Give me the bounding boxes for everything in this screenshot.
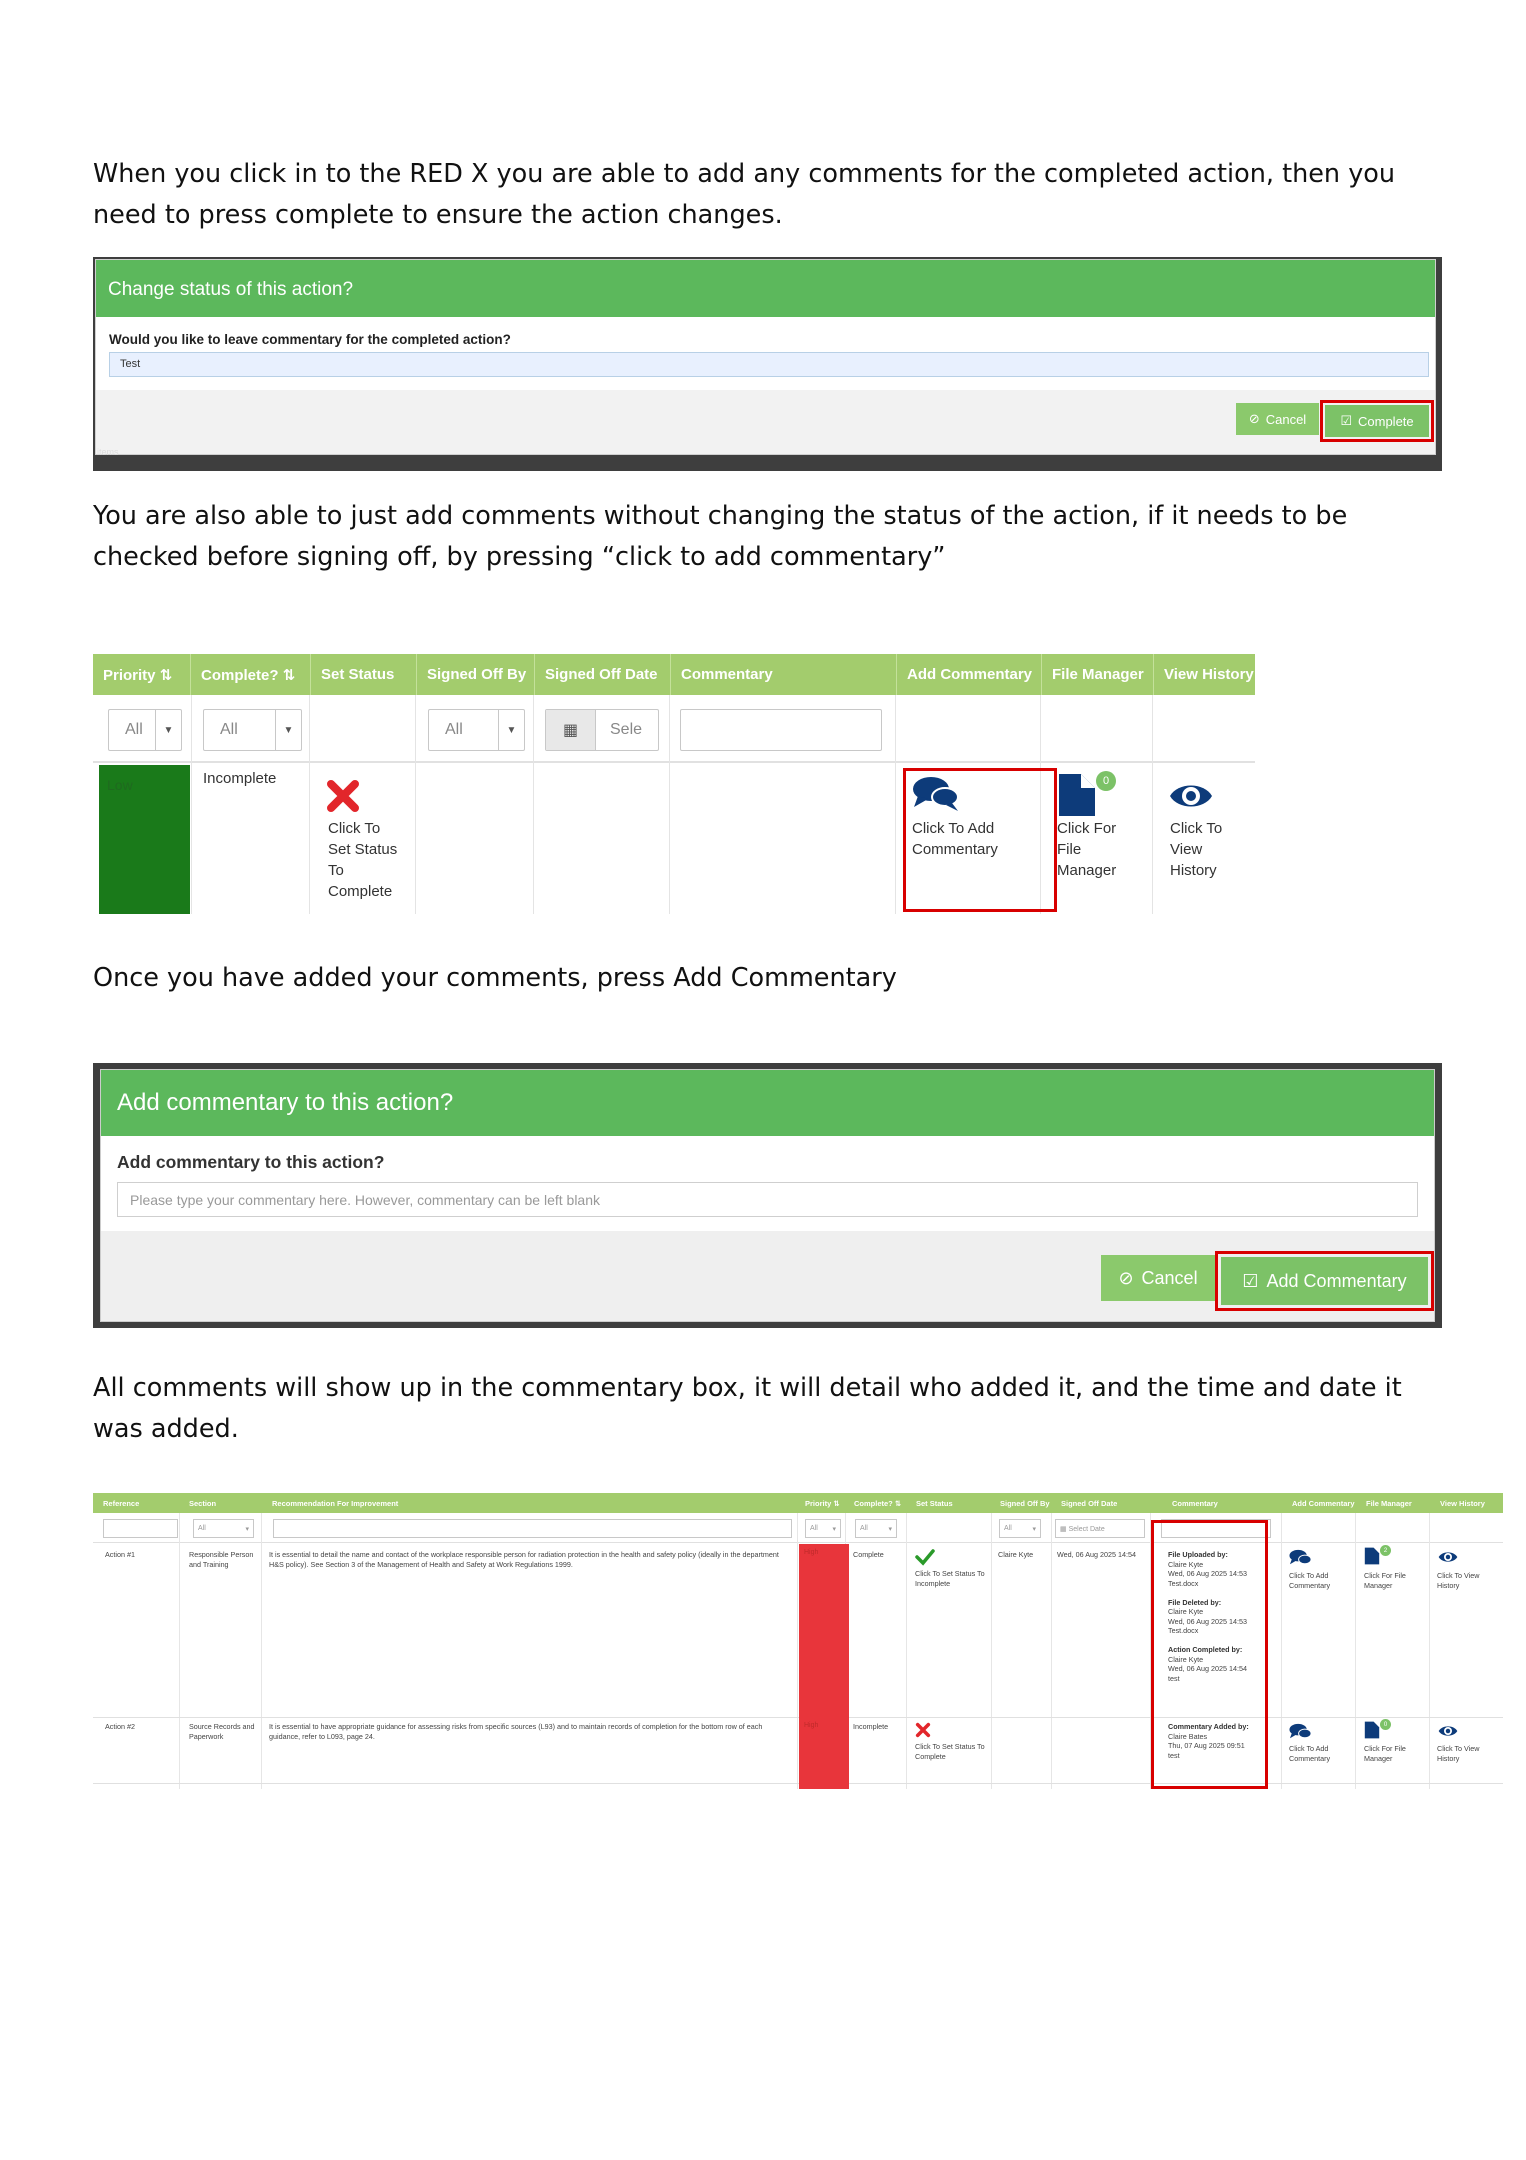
column-divider	[1051, 1513, 1052, 1789]
date-filter-placeholder: Sele	[610, 721, 643, 738]
red-x-icon[interactable]	[915, 1722, 931, 1738]
cancel-label: Cancel	[1265, 411, 1307, 427]
header-recommendation: Recommendation For Improvement	[272, 1499, 399, 1508]
commentary-table-screenshot	[93, 1493, 1503, 1789]
calendar-icon: ▦	[1060, 1526, 1067, 1533]
date-filter[interactable]: ▦ Select Date	[1055, 1519, 1145, 1538]
row1-reference: Action #1	[105, 1550, 135, 1559]
eye-icon[interactable]	[1168, 778, 1214, 814]
row1-section: Responsible Person and Training	[189, 1550, 254, 1569]
add-commentary-label: Add Commentary	[1266, 1270, 1407, 1291]
header-priority[interactable]: Priority ⇅	[805, 1499, 840, 1508]
file-count-badge: 2	[1380, 1545, 1391, 1556]
row1-commentary: File Uploaded by: Claire Kyte Wed, 06 Aug 2025 14:53 Test.docx File Deleted by: Claire Kyte Wed, 06 Aug 2025 14:53 Test.docx Action Completed by: Claire Kyte Wed, 06 Aug 2025 14:54 test	[1168, 1550, 1247, 1683]
header-priority[interactable]: Priority ⇅	[93, 654, 191, 695]
change-status-dialog	[95, 259, 1436, 455]
add-commentary-dialog	[100, 1069, 1435, 1322]
column-divider	[1281, 1513, 1282, 1789]
recommendation-filter-input[interactable]	[273, 1519, 792, 1538]
complete-button[interactable]	[1325, 405, 1429, 437]
header-add-commentary: Add Commentary	[897, 654, 1042, 695]
caret-down-icon: ▾	[888, 1526, 892, 1533]
checkbox-edit-icon: ☑	[1242, 1270, 1259, 1291]
sort-icon: ⇅	[159, 667, 173, 684]
eye-icon[interactable]	[1437, 1549, 1459, 1565]
row1-add-commentary-link[interactable]: Click To Add Commentary	[1289, 1571, 1331, 1590]
checkbox-edit-icon: ☑	[1340, 413, 1352, 428]
header-view-history: View History	[1440, 1499, 1485, 1508]
signed-off-by-filter[interactable]	[428, 709, 525, 751]
caret-down-icon: ▾	[245, 1526, 249, 1533]
header-complete[interactable]: Complete? ⇅	[854, 1499, 902, 1508]
add-commentary-link[interactable]: Click To Add Commentary	[912, 820, 998, 858]
commentary-filter-input[interactable]	[680, 709, 882, 751]
action-table-screenshot	[93, 654, 1255, 914]
items-text: items	[97, 447, 119, 457]
row2-priority-high: High	[799, 1717, 849, 1789]
row-divider	[93, 1717, 1503, 1718]
commentary-input[interactable]: Please type your commentary here. However, commentary can be left blank	[117, 1182, 1418, 1217]
row1-signed-off-by: Claire Kyte	[998, 1550, 1034, 1559]
row2-complete: Incomplete	[853, 1722, 889, 1731]
instruction-paragraph-4: All comments will show up in the commentary box, it will detail who added it, and the time and date it was added.	[93, 1373, 1402, 1444]
row1-view-history-link[interactable]: Click To View History	[1437, 1571, 1480, 1590]
file-icon[interactable]	[1364, 1546, 1380, 1566]
row2-file-manager-link[interactable]: Click For File Manager	[1364, 1744, 1406, 1763]
row1-complete: Complete	[853, 1550, 884, 1559]
cancel-label: Cancel	[1141, 1267, 1198, 1288]
caret-down-icon: ▾	[832, 1526, 836, 1533]
cancel-icon: ⊘	[1248, 411, 1260, 426]
row1-priority-high: High	[799, 1544, 849, 1717]
instruction-paragraph-3: Once you have added your comments, press Add Commentary	[93, 963, 897, 993]
row2-view-history-link[interactable]: Click To View History	[1437, 1744, 1480, 1763]
header-set-status: Set Status	[311, 654, 417, 695]
file-icon[interactable]	[1364, 1720, 1380, 1740]
row1-signed-off-date: Wed, 06 Aug 2025 14:54	[1057, 1550, 1136, 1559]
signed-off-by-filter[interactable]: All ▾	[999, 1519, 1041, 1538]
priority-filter-value: All	[125, 721, 143, 738]
header-section: Section	[189, 1499, 217, 1508]
complete-label: Complete	[1358, 413, 1414, 429]
column-divider	[1152, 695, 1153, 914]
caret-down-icon: ▼	[155, 710, 181, 750]
priority-cell-low: Low	[99, 765, 190, 914]
date-filter[interactable]	[545, 709, 659, 751]
complete-cell: Incomplete	[203, 770, 277, 787]
complete-filter[interactable]: All ▾	[855, 1519, 897, 1538]
row1-set-status-link[interactable]: Click To Set Status To Incomplete	[915, 1569, 985, 1588]
row2-commentary: Commentary Added by: Claire Bates Thu, 07 Aug 2025 09:51 test	[1168, 1722, 1249, 1760]
instruction-paragraph-1: When you click in to the RED X you are able to add any comments for the completed action, then you need to press complete to ensure the action changes.	[93, 159, 1396, 230]
file-count-badge: 0	[1096, 771, 1116, 791]
comments-icon[interactable]	[1289, 1722, 1313, 1742]
row2-add-commentary-link[interactable]: Click To Add Commentary	[1289, 1744, 1331, 1763]
comments-icon[interactable]	[1289, 1548, 1313, 1568]
comments-icon[interactable]	[912, 774, 962, 814]
priority-filter[interactable]: All ▾	[805, 1519, 841, 1538]
header-set-status: Set Status	[916, 1499, 953, 1508]
red-x-icon[interactable]	[325, 778, 361, 814]
column-divider	[906, 1513, 907, 1789]
column-divider	[261, 1513, 262, 1789]
add-commentary-screenshot	[93, 1063, 1442, 1328]
green-check-icon[interactable]	[915, 1548, 935, 1566]
header-reference: Reference	[103, 1499, 140, 1508]
column-divider	[415, 695, 416, 914]
column-divider	[533, 695, 534, 914]
header-commentary: Commentary	[671, 654, 897, 695]
calendar-icon: ▦	[546, 710, 596, 750]
commentary-label: Would you like to leave commentary for the completed action?	[109, 332, 511, 347]
row-divider	[93, 1783, 1503, 1784]
column-divider	[1355, 1513, 1356, 1789]
caret-down-icon: ▾	[1032, 1526, 1036, 1533]
sort-icon: ⇅	[282, 667, 296, 684]
row2-section: Source Records and Paperwork	[189, 1722, 255, 1741]
header-signed-off-by: Signed Off By	[417, 654, 535, 695]
eye-icon[interactable]	[1437, 1723, 1459, 1739]
highlight-box	[1151, 1520, 1268, 1789]
priority-filter[interactable]	[108, 709, 182, 751]
header-file-manager: File Manager	[1366, 1499, 1412, 1508]
complete-filter[interactable]	[203, 709, 302, 751]
header-commentary: Commentary	[1172, 1499, 1218, 1508]
dialog-footer	[96, 390, 1435, 454]
complete-filter-value: All	[220, 721, 238, 738]
commentary-label: Add commentary to this action?	[117, 1152, 385, 1172]
commentary-input[interactable]: Test	[109, 352, 1429, 377]
column-divider	[179, 1513, 180, 1789]
dialog-title: Change status of this action?	[96, 260, 1435, 317]
file-count-badge: 0	[1380, 1719, 1391, 1730]
instruction-paragraph-2: You are also able to just add comments without changing the status of the action, if it needs to be checked before signing off, by pressing “click to add commentary”	[93, 501, 1348, 572]
header-complete[interactable]: Complete? ⇅	[191, 654, 311, 695]
row2-recommendation: It is essential to have appropriate guidance for assessing risks from specific sources (L93) and to maintain records of completion for the bottom row of each guidance, refer to L093, page 24.	[269, 1722, 763, 1741]
caret-down-icon: ▼	[275, 710, 301, 750]
dialog-title: Add commentary to this action?	[101, 1070, 1434, 1136]
header-add-commentary: Add Commentary	[1292, 1499, 1355, 1508]
signed-off-by-filter-value: All	[445, 721, 463, 738]
column-divider	[1429, 1513, 1430, 1789]
row2-set-status-link[interactable]: Click To Set Status To Complete	[915, 1742, 985, 1761]
set-status-link[interactable]: Click To Set Status To Complete	[328, 820, 398, 900]
column-divider	[895, 695, 896, 914]
column-divider	[191, 695, 192, 914]
file-icon[interactable]	[1057, 772, 1097, 818]
cancel-button[interactable]	[1236, 403, 1319, 435]
section-filter[interactable]: All ▾	[193, 1519, 254, 1538]
header-signed-off-by: Signed Off By	[1000, 1499, 1050, 1508]
cancel-icon: ⊘	[1118, 1267, 1134, 1288]
header-signed-off-date: Signed Off Date	[535, 654, 671, 695]
header-file-manager: File Manager	[1042, 654, 1154, 695]
column-divider	[669, 695, 670, 914]
column-divider	[309, 695, 310, 914]
row1-recommendation: It is essential to detail the name and contact of the workplace responsible person for radiation protection in the health and safety policy (ideally in the department H&S policy). See Section 3 of the Management of Health and Safety at Work Regulations 1999.	[269, 1550, 779, 1569]
row1-file-manager-link[interactable]: Click For File Manager	[1364, 1571, 1406, 1590]
column-divider	[797, 1513, 798, 1789]
cancel-button[interactable]	[1101, 1255, 1215, 1301]
view-history-link[interactable]: Click To View History	[1170, 820, 1223, 879]
row2-reference: Action #2	[105, 1722, 135, 1731]
header-signed-off-date: Signed Off Date	[1061, 1499, 1118, 1508]
column-divider	[991, 1513, 992, 1789]
caret-down-icon: ▼	[498, 710, 524, 750]
file-manager-link[interactable]: Click For File Manager	[1057, 820, 1117, 879]
add-commentary-button[interactable]	[1221, 1257, 1428, 1305]
reference-filter-input[interactable]	[103, 1519, 178, 1538]
change-status-screenshot	[93, 257, 1442, 471]
header-view-history: View History	[1164, 666, 1254, 683]
